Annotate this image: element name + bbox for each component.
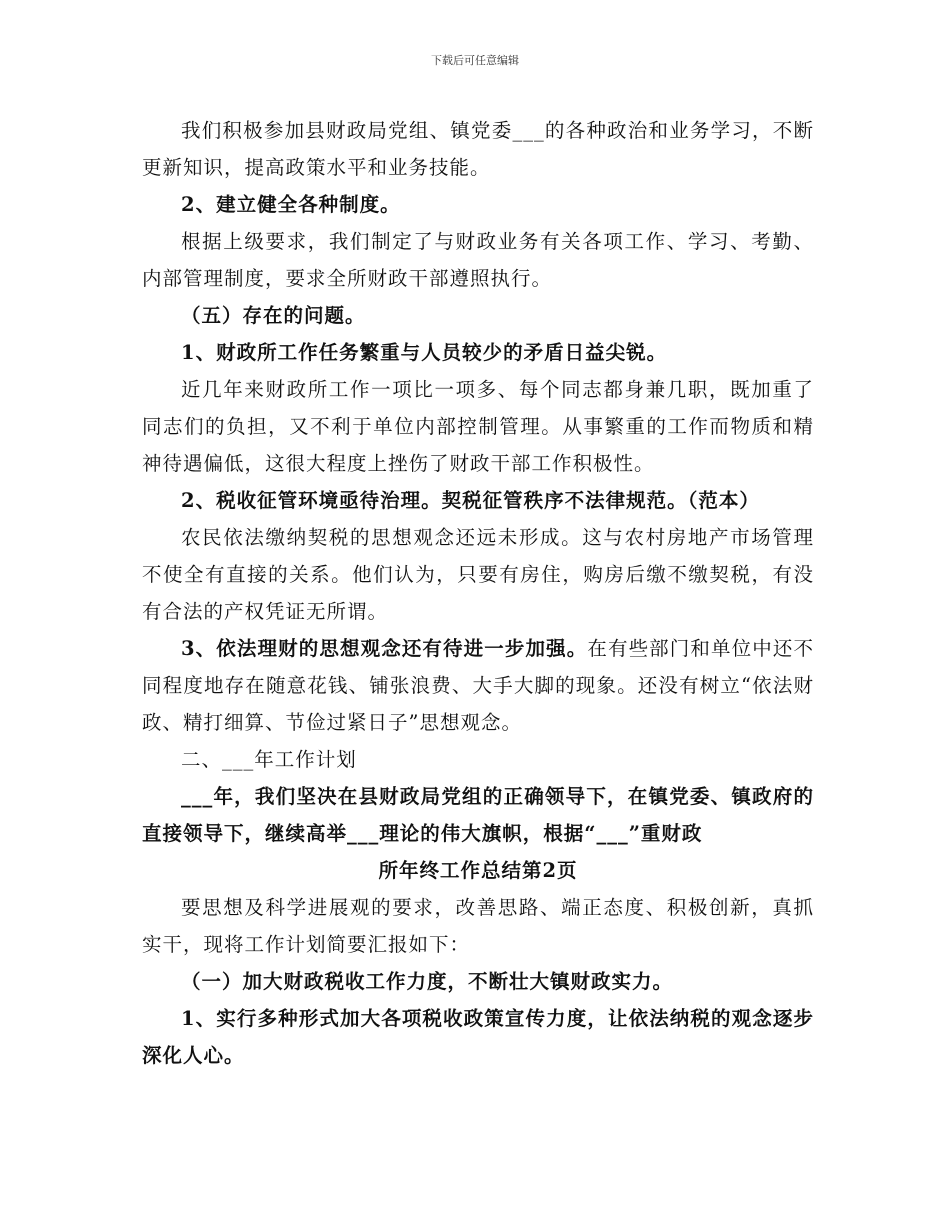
heading-problems: （五）存在的问题。 <box>181 304 366 327</box>
paragraph-study: 我们积极参加县财政局党组、镇党委___的各种政治和业务学习，不断更新知识，提高政策水平和业务技能。 <box>142 119 814 179</box>
page-header: 下载后可任意编辑 <box>431 54 519 67</box>
page-break-title: 所年终工作总结第2页 <box>378 859 578 882</box>
heading-work-plan: 二、___年工作计划 <box>181 748 357 771</box>
heading-problem-3: 3、依法理财的思想观念还有待进一步加强。 <box>181 637 588 660</box>
heading-plan-1-item-1: 1、实行多种形式加大各项税收政策宣传力度，让依法纳税的观念逐步深化人心。 <box>142 1007 814 1067</box>
paragraph-plan-intro: ___年，我们坚决在县财政局党组的正确领导下，在镇党委、镇政府的直接领导下，继续高举___理论的伟大旗帜，根据“___”重财政 <box>142 785 814 845</box>
paragraph-problem-3 <box>142 630 814 741</box>
heading-plan-1: （一）加大财政税收工作力度，不断壮大镇财政实力。 <box>181 970 674 993</box>
paragraph-problem-1: 近几年来财政所工作一项比一项多、每个同志都身兼几职，既加重了同志们的负担，又不利于单位内部控制管理。从事繁重的工作而物质和精神待遇偏低，这很大程度上挫伤了财政干部工作积极性。 <box>142 378 814 475</box>
paragraph-problem-3-text: 在有些部门和单位中还不同程度地存在随意花钱、铺张浪费、大手大脚的现象。还没有树立“依法财政、精打细算、节俭过紧日子”思想观念。 <box>142 637 814 734</box>
paragraph-plan-continued: 要思想及科学进展观的要求，改善思路、端正态度、积极创新，真抓实干，现将工作计划简要汇报如下： <box>142 896 814 956</box>
document-body <box>142 112 814 1074</box>
paragraph-systems: 根据上级要求，我们制定了与财政业务有关各项工作、学习、考勤、内部管理制度，要求全所财政干部遵照执行。 <box>142 230 814 290</box>
paragraph-problem-2: 农民依法缴纳契税的思想观念还远未形成。这与农村房地产市场管理不使全有直接的关系。他们认为，只要有房住，购房后缴不缴契税，有没有合法的产权凭证无所谓。 <box>142 526 814 623</box>
heading-problem-1: 1、财政所工作任务繁重与人员较少的矛盾日益尖锐。 <box>181 341 668 364</box>
heading-problem-2: 2、税收征管环境亟待治理。契税征管秩序不法律规范。（范本） <box>181 489 760 512</box>
heading-establish-systems: 2、建立健全各种制度。 <box>181 193 401 216</box>
